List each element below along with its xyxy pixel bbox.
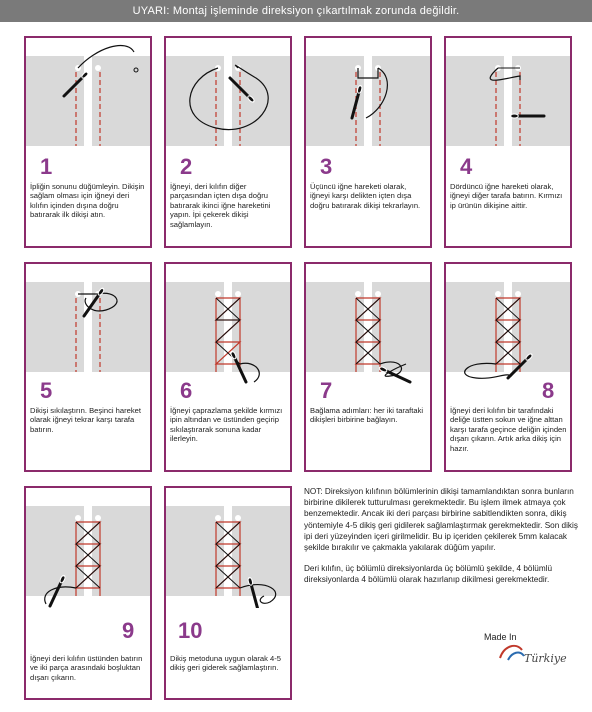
step-10-illustration [166, 488, 290, 608]
step-card-8 [444, 262, 572, 472]
step-card-5 [24, 262, 152, 472]
made-in-label: Made In [484, 632, 517, 642]
note-paragraph-2: Deri kılıfın, üç bölümlü direksiyonlarda üç bölümlü şekilde, 4 bölümlü direksiyonlarda 4 bölümlü olarak hazırlanıp dikilmesi gerekmektedir. [304, 564, 553, 585]
step-3-illustration [306, 38, 430, 158]
step-card-4 [444, 36, 572, 248]
step-number: 7 [320, 378, 333, 403]
step-number: 5 [40, 378, 53, 403]
step-number: 10 [178, 618, 203, 643]
step-4-illustration [446, 38, 570, 158]
step-caption: İğneyi, deri kılıfın diğer parçasından içten dışa doğru batırarak ikinci iğne hareketini yapın. İpi çekerek dikişi sağlamlayın. [170, 182, 271, 229]
step-card-7 [304, 262, 432, 472]
step-caption: İğneyi deri kılıfın bir tarafındaki deliğe üstten sokun ve iğne alttan karşı tarafa geçince deliğin içinden dışarı çıkarın. Artık arka dikiş için hazır. [450, 406, 567, 453]
step-card-10 [164, 486, 292, 700]
step-number: 1 [40, 154, 53, 179]
step-caption: İğneyi çaprazlama şekilde kırmızı ipin altından ve üstünden geçirip sıkılaştırarak sonuna kadar ilerleyin. [170, 406, 283, 444]
step-number: 3 [320, 154, 333, 179]
step-number: 6 [180, 378, 193, 403]
step-1-illustration [26, 38, 150, 158]
step-caption: İğneyi deri kılıfın üstünden batırın ve iki parça arasındaki boşluktan dışarı çıkarın. [30, 654, 143, 682]
step-6-illustration [166, 264, 290, 384]
note-paragraph-1: NOT: Direksiyon kılıfının bölümlerinin dikişi tamamlandıktan sonra bunların birbirine dikilerek tutturulması gerekmektedir. Bu işlem ilmek atmaya çok benzemektedir. Ancak iki deri parçası birbirine sabitlendikten sonra, dikiş yöntemiyle 4-5 dikiş geri gidilerek sağlamlaştırmak gerekmektedir. Son dikiş ipi deri yüzeyinden içeri girilmelidir. Bu ip içeriden çekilerek 5mm kalacak şekilde bırakılır ve çakmakla yakılarak düğüm yapılır. [304, 487, 578, 553]
step-card-9 [24, 486, 152, 700]
step-2-illustration [166, 38, 290, 158]
warning-banner: UYARI: Montaj işleminde direksiyon çıkartılmak zorunda değildir. [0, 0, 592, 22]
note-block [304, 486, 586, 596]
step-card-2 [164, 36, 292, 248]
step-number: 2 [180, 154, 193, 179]
step-caption: Dikiş metoduna uygun olarak 4-5 dikiş geri giderek sağlamlaştırın. [170, 654, 282, 673]
step-8-illustration [446, 264, 570, 384]
step-7-illustration [306, 264, 430, 384]
step-caption: Bağlama adımları: her iki taraftaki dikişleri birbirine bağlayın. [310, 406, 424, 425]
step-number: 9 [122, 618, 135, 643]
step-number: 8 [542, 378, 555, 403]
step-caption: Dikişi sıkılaştırın. Beşinci hareket olarak iğneyi tekrar karşı tarafa batırın. [30, 406, 141, 434]
step-caption: Dördüncü iğne hareketi olarak, iğneyi diğer tarafa batırın. Kırmızı ip ürünün dikişine aittir. [450, 182, 563, 210]
step-number: 4 [460, 154, 473, 179]
step-caption: Üçüncü iğne hareketi olarak, iğneyi karşı delikten içten dışa doğru batırarak dikişi tekrarlayın. [310, 182, 421, 210]
step-caption: İpliğin sonunu düğümleyin. Dikişin sağlam olması için iğneyi deri kılıfın içinden dışına doğru batırarak ilk dikişi atın. [30, 182, 145, 220]
country-text: Türkiye [524, 652, 567, 665]
step-5-illustration [26, 264, 150, 384]
turkiye-logo [494, 640, 574, 670]
step-card-6 [164, 262, 292, 472]
step-card-3 [304, 36, 432, 248]
step-9-illustration [26, 488, 150, 608]
step-card-1 [24, 36, 152, 248]
